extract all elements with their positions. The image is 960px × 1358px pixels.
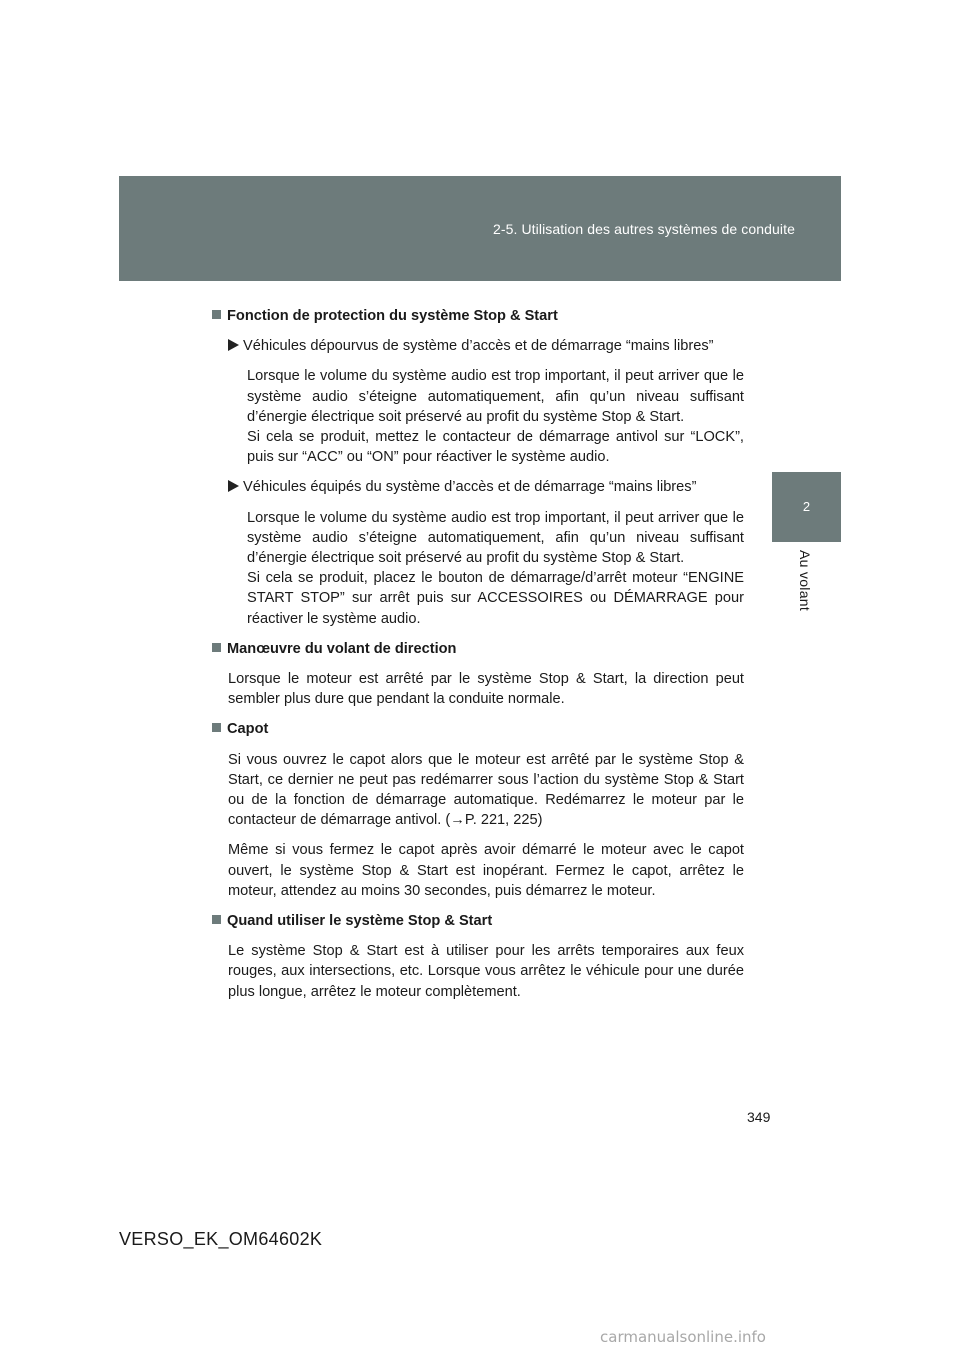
subsection-heading: Véhicules dépourvus de système d’accès et de démarrage “mains libres” (212, 336, 744, 356)
square-bullet-icon (212, 723, 221, 732)
section-heading: Fonction de protection du système Stop & Start (212, 306, 744, 326)
square-bullet-icon (212, 643, 221, 652)
section-title: 2-5. Utilisation des autres systèmes de conduite (492, 221, 795, 237)
section-heading: Capot (212, 719, 744, 739)
page-content (212, 306, 744, 1012)
square-bullet-icon (212, 915, 221, 924)
watermark: carmanualsonline.info (600, 1328, 766, 1346)
triangle-bullet-icon (228, 339, 239, 351)
paragraph: Si vous ouvrez le capot alors que le moteur est arrêté par le système Stop & Start, ce dernier ne peut pas redémarrer sous l’action du système Stop & Start ou de la fonction de démarrage automatique. Redémarrez le moteur par le contacteur de démarrage antivol. (→P. 221, 225) (228, 751, 744, 829)
chapter-tab (772, 472, 841, 542)
header-band (119, 176, 841, 281)
section-heading: Quand utiliser le système Stop & Start (212, 911, 744, 931)
chapter-number: 2 (802, 499, 811, 514)
subsection-heading: Véhicules équipés du système d’accès et de démarrage “mains libres” (212, 477, 744, 497)
document-code: VERSO_EK_OM64602K (119, 1229, 323, 1249)
paragraph: Même si vous fermez le capot après avoir démarré le moteur avec le capot ouvert, le système Stop & Start est inopérant. Fermez le capot, arrêtez le moteur, attendez au moins 30 secondes, puis démarrez le moteur. (228, 842, 744, 899)
paragraph: Lorsque le volume du système audio est trop important, il peut arriver que le système audio s’éteigne automatiquement, afin qu’un niveau suffisant d’énergie électrique soit préservé au profit du système Stop & Start. Si cela se produit, placez le bouton de démarrage/d’arrêt moteur “ENGINE START STOP” sur arrêt puis sur ACCESSOIRES ou DÉMARRAGE pour réactiver le système audio. (247, 509, 744, 627)
paragraph: Le système Stop & Start est à utiliser pour les arrêts temporaires aux feux rouges, aux intersections, etc. Lorsque vous arrêtez le véhicule pour une durée plus longue, arrêtez le moteur complètement. (228, 943, 744, 1000)
section-heading: Manœuvre du volant de direction (212, 639, 744, 659)
paragraph: Lorsque le moteur est arrêté par le système Stop & Start, la direction peut sembler plus dure que pendant la conduite normale. (228, 671, 744, 708)
paragraph: Lorsque le volume du système audio est trop important, il peut arriver que le système audio s’éteigne automatiquement, afin qu’un niveau suffisant d’énergie électrique soit préservé au profit du système Stop & Start. Si cela se produit, mettez le contacteur de démarrage antivol sur “LOCK”, puis sur “ACC” ou “ON” pour réactiver le système audio. (247, 368, 744, 466)
square-bullet-icon (212, 310, 221, 319)
page-number: 349 (747, 1109, 771, 1125)
triangle-bullet-icon (228, 480, 239, 492)
chapter-label: Au volant (797, 550, 813, 612)
